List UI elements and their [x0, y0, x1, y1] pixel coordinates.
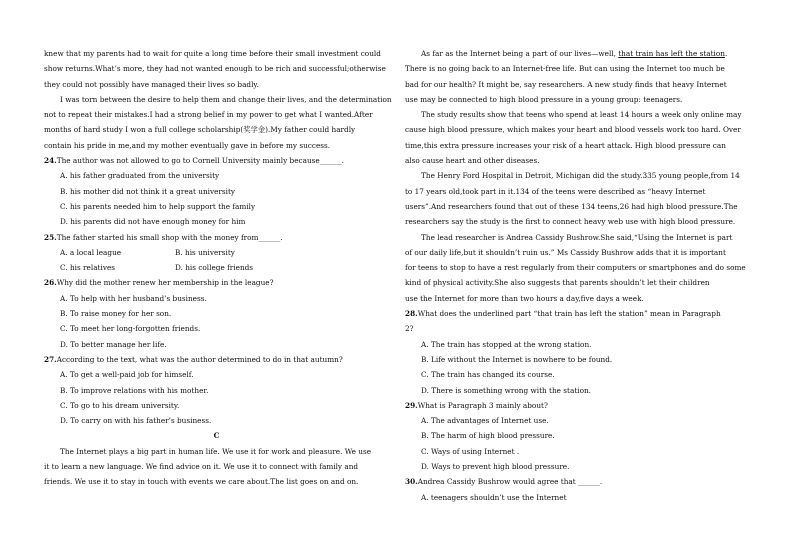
option-row [44, 245, 389, 260]
paragraph-line: use the Internet for more than two hours a day,five days a week. [405, 293, 644, 303]
question-28-stem [405, 306, 750, 321]
paragraph-line: There is no going back to an Internet-free life. But can using the Internet too much be [405, 64, 725, 74]
paragraph-line: The Internet plays a big part in human life. We use it for work and pleasure. We use [60, 446, 372, 456]
option-26-b: B. To raise money for her son. [60, 309, 172, 319]
left-column [44, 46, 392, 490]
question-30-stem [405, 474, 750, 489]
option-29-a: A. The advantages of Internet use. [421, 416, 549, 426]
option-26-d: D. To better manage her life. [60, 339, 167, 349]
question-text: The author was not allowed to go to Cornell University mainly because______. [56, 156, 344, 166]
paragraph-line: bad for our health? It might be, say researchers. A new study finds that heavy Internet [405, 79, 727, 89]
question-29-stem [405, 398, 750, 413]
question-text: What does the underlined part “that train has left the station” mean in Paragraph [417, 309, 721, 319]
paragraph-line: to 17 years old,took part in it.134 of the teens were described as “heavy Internet [405, 186, 706, 196]
question-number: 25. [44, 232, 57, 242]
paragraph-line: it to learn a new language. We find advice on it. We use it to connect with family and [44, 462, 359, 472]
text-run: . [724, 49, 728, 58]
paragraph-line: researchers say the study is the first to connect heavy web use with high blood pressure. [405, 217, 736, 227]
option-25-b: B. his university [175, 247, 235, 257]
question-number: 27. [44, 354, 57, 364]
paragraph-line: also cause heart and other diseases. [405, 156, 540, 166]
paragraph-line: time,this extra pressure increases your risk of a heart attack. High blood pressure can [405, 140, 726, 150]
question-number: 30. [405, 477, 418, 487]
right-column [405, 46, 750, 505]
option-24-a: A. his father graduated from the university [60, 171, 220, 181]
option-26-a: A. To help with her husband’s business. [60, 293, 207, 303]
question-number: 24. [44, 156, 57, 166]
paragraph-line: The lead researcher is Andrea Cassidy Bushrow.She said,“Using the Internet is part [421, 232, 733, 242]
question-24-stem [44, 153, 389, 168]
option-28-c: C. The train has changed its course. [421, 370, 555, 380]
question-text: Andrea Cassidy Bushrow would agree that ______. [417, 477, 603, 487]
option-24-b: B. his mother did not think it a great university [60, 186, 236, 196]
option-28-d: D. There is something wrong with the station. [421, 385, 591, 395]
question-26-stem [44, 275, 389, 290]
option-27-c: C. To go to his dream university. [60, 400, 180, 410]
question-number: 26. [44, 278, 57, 288]
paragraph-line: The study results show that teens who spend at least 14 hours a week only online may [421, 110, 742, 120]
paragraph-line: use may be connected to high blood pressure in a young group: teenagers. [405, 94, 683, 104]
paragraph-line [405, 46, 750, 61]
option-29-d: D. Ways to prevent high blood pressure. [421, 462, 570, 472]
option-28-a: A. The train has stopped at the wrong station. [421, 339, 592, 349]
option-30-a: A. teenagers shouldn’t use the Internet [421, 492, 567, 502]
paragraph-line: they could not possibly have managed their lives so badly. [44, 79, 259, 89]
paragraph-line: of our daily life,but it shouldn’t ruin us.” Ms Cassidy Bushrow adds that it is important [405, 247, 726, 257]
paragraph-line: months of hard study I won a full college scholarship(奖学金).My father could hardly [44, 125, 356, 135]
paragraph-line: The Henry Ford Hospital in Detroit, Michigan did the study.335 young people,from 14 [421, 171, 740, 181]
option-25-d: D. his college friends [175, 263, 254, 273]
option-27-a: A. To get a well-paid job for himself. [60, 370, 194, 380]
question-number: 28. [405, 309, 418, 319]
paragraph-line: users”.And researchers found that out of these 134 teens,26 had high blood pressure.The [405, 201, 738, 211]
option-29-b: B. The harm of high blood pressure. [421, 431, 555, 441]
question-25-stem [44, 230, 389, 245]
paragraph-line: not to repeat their mistakes.I had a strong belief in my power to get what I wanted.After [44, 110, 373, 120]
option-25-a: A. a local league [60, 247, 122, 257]
paragraph-line: friends. We use it to stay in touch with events we care about.The list goes on and on. [44, 477, 359, 487]
option-25-c: C. his relatives [60, 263, 116, 273]
question-28-stem-cont: 2? [405, 324, 414, 334]
question-number: 29. [405, 400, 418, 410]
paragraph-line: I was torn between the desire to help them and change their lives, and the determination [60, 94, 392, 104]
underlined-phrase: that train has left the station [618, 49, 725, 58]
option-24-d: D. his parents did not have enough money for him [60, 217, 246, 227]
question-text: The father started his small shop with the money from______. [56, 232, 283, 242]
text-run: As far as the Internet being a part of our lives—well, [421, 49, 619, 58]
paragraph-line: kind of physical activity.She also suggests that parents shouldn’t let their children [405, 278, 710, 288]
paragraph-line: contain his pride in me,and my mother eventually gave in before my success. [44, 140, 331, 150]
paragraph-line: for teens to stop to have a rest regularly from their computers or smartphones and do some [405, 263, 746, 273]
question-27-stem [44, 352, 389, 367]
option-24-c: C. his parents needed him to help support the family [60, 201, 256, 211]
question-text: According to the text, what was the author determined to do in that autumn? [56, 354, 343, 364]
option-26-c: C. To meet her long-forgotten friends. [60, 324, 201, 334]
question-text: What is Paragraph 3 mainly about? [417, 400, 548, 410]
option-27-d: D. To carry on with his father’s business. [60, 416, 212, 426]
section-heading: C [213, 431, 220, 441]
paragraph-line: knew that my parents had to wait for quite a long time before their small investment could [44, 49, 381, 58]
option-29-c: C. Ways of using Internet . [421, 446, 520, 456]
paragraph-line: show returns.What’s more, they had not wanted enough to be rich and successful;otherwise [44, 64, 386, 74]
question-text: Why did the mother renew her membership in the league? [56, 278, 274, 288]
option-28-b: B. Life without the Internet is nowhere to be found. [421, 354, 613, 364]
paragraph-line: cause high blood pressure, which makes your heart and blood vessels work too hard. Over [405, 125, 741, 135]
option-row [44, 260, 389, 275]
option-27-b: B. To improve relations with his mother. [60, 385, 209, 395]
